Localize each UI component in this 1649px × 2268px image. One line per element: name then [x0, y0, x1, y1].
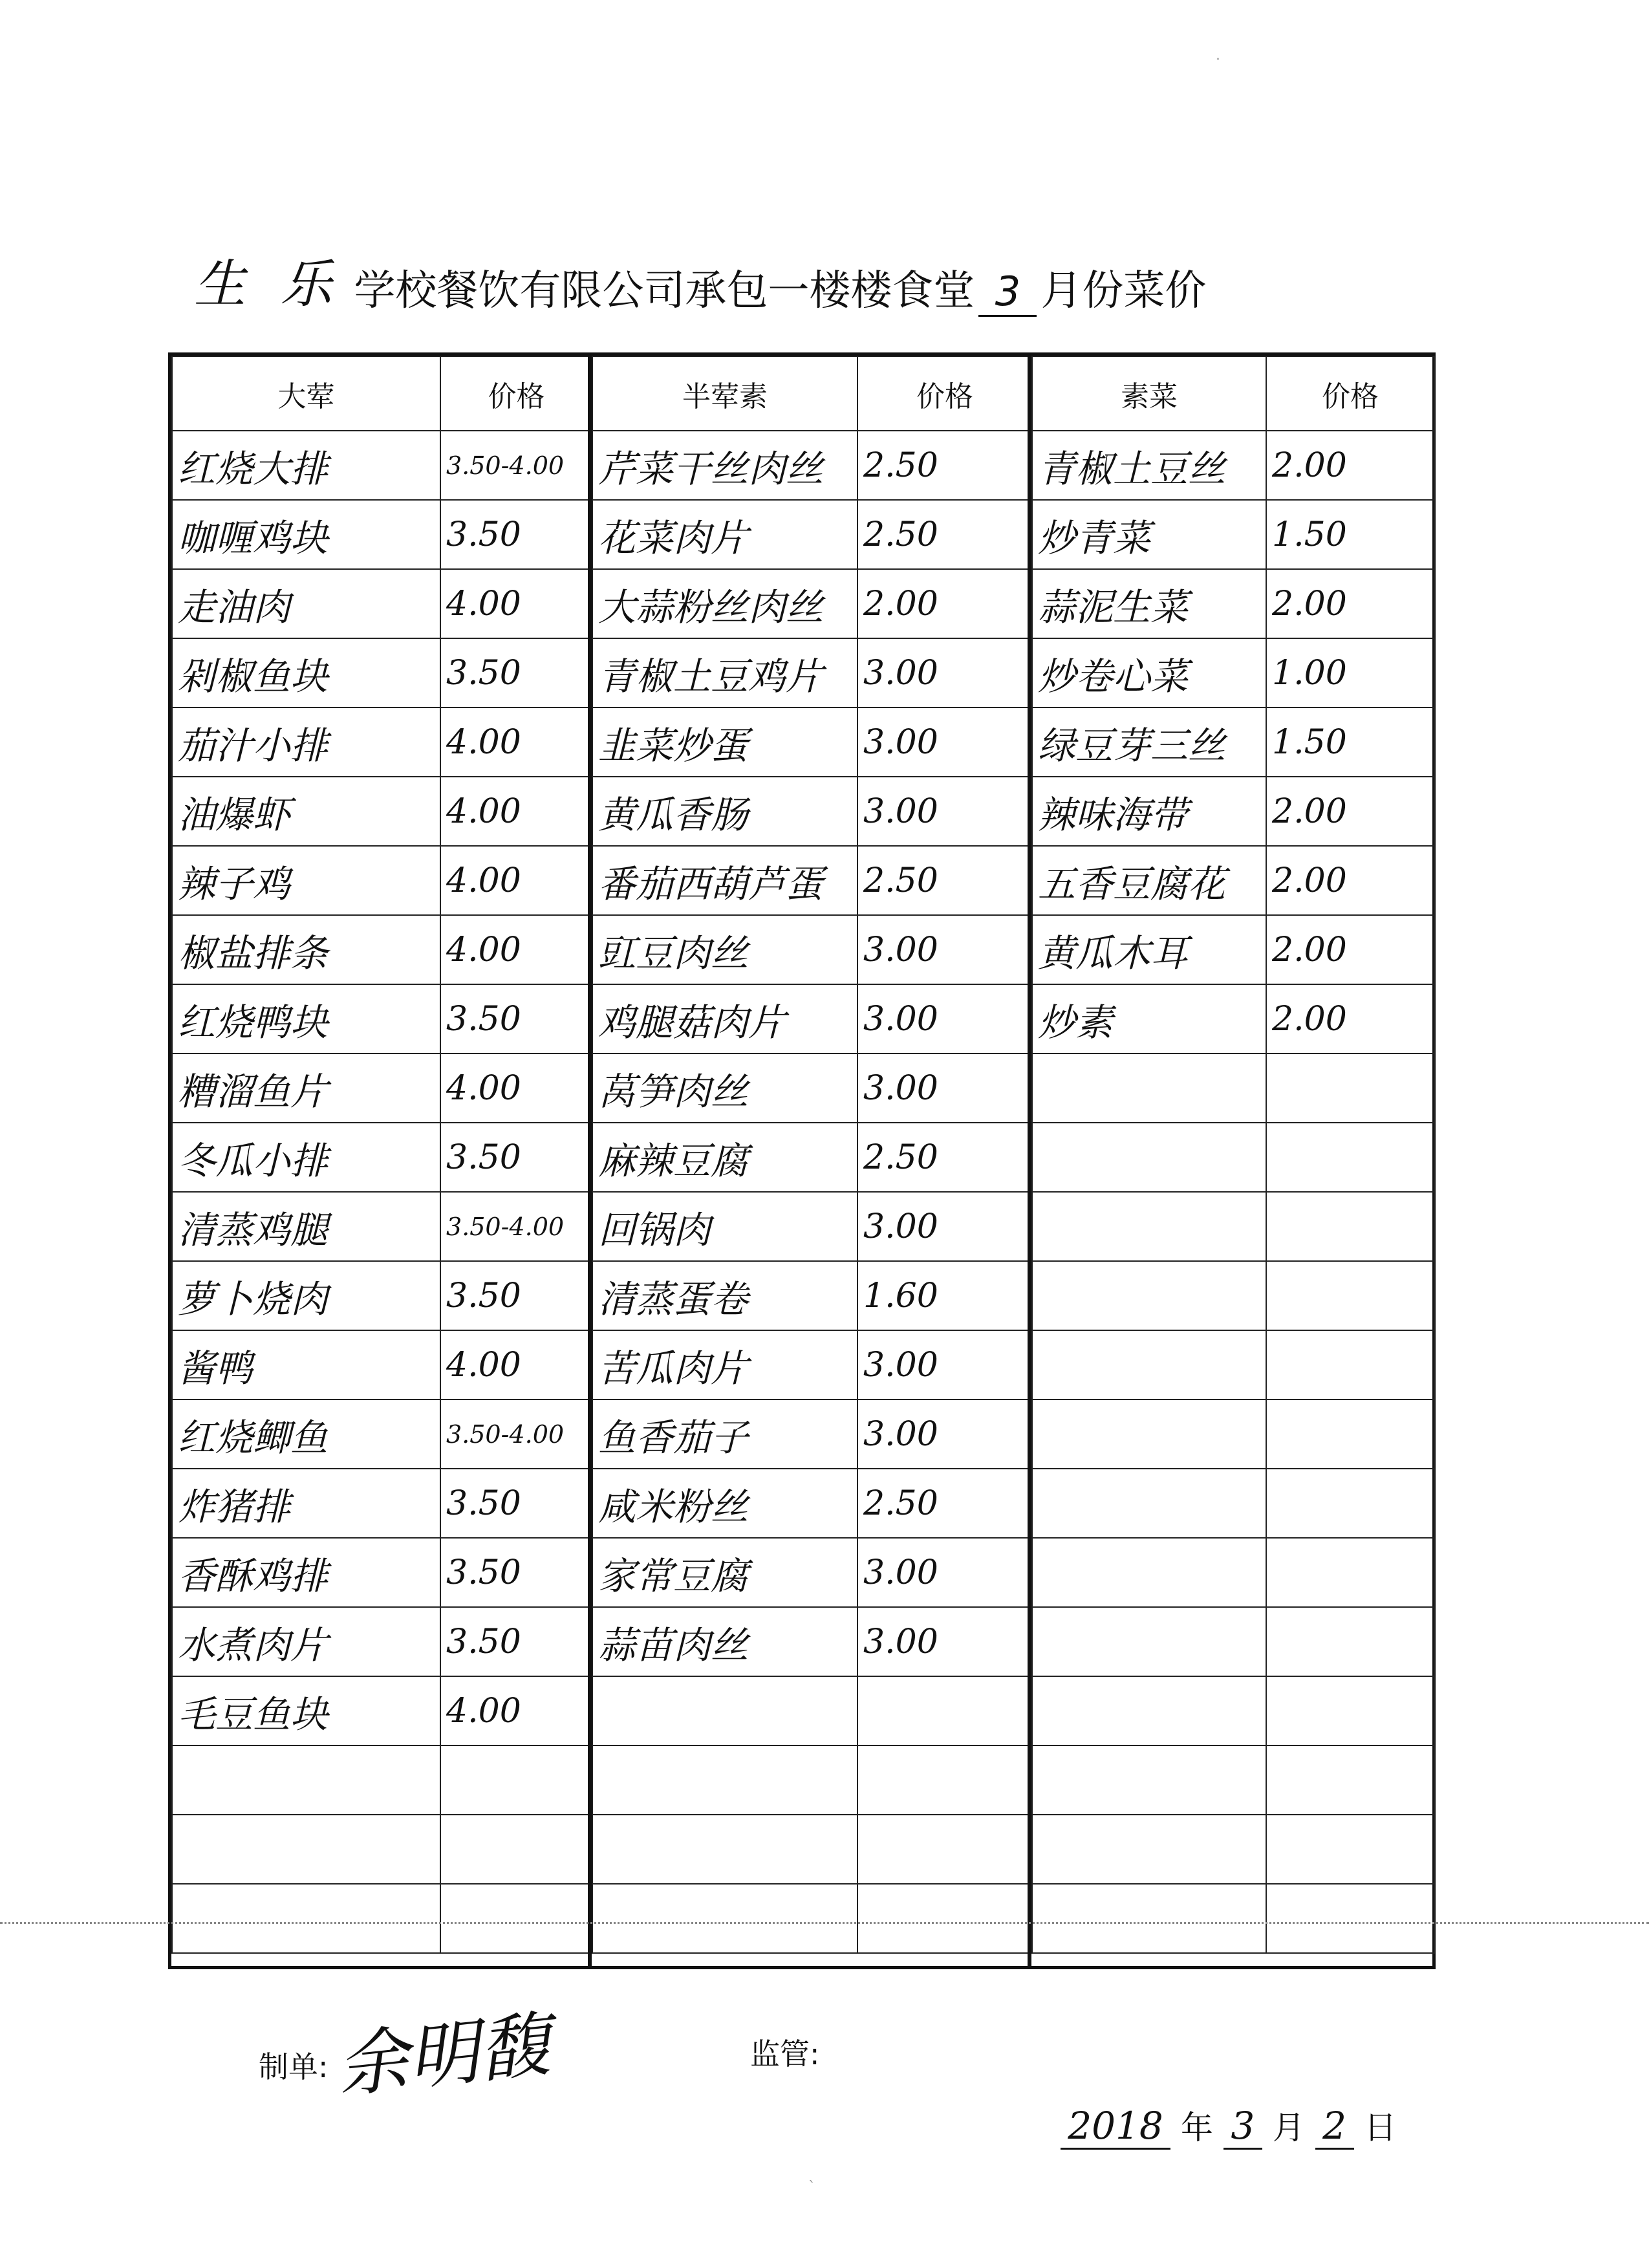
meat-dish-name: 走油肉	[172, 569, 440, 638]
half-header: 半荤素	[592, 356, 857, 431]
veg-dish-price	[1266, 1469, 1434, 1538]
scan-speck: ·	[1216, 52, 1220, 68]
veg-table	[1031, 356, 1435, 1954]
meat-row	[172, 846, 592, 915]
meat-dish-name: 炸猪排	[172, 1469, 440, 1538]
meat-row	[172, 1607, 592, 1676]
meat-dish-name	[172, 1884, 440, 1953]
veg-dish-price	[1266, 1745, 1434, 1815]
veg-dish-price: 2.00	[1266, 777, 1434, 846]
meat-dish-price: 4.00	[440, 777, 592, 846]
veg-dish-price: 2.00	[1266, 431, 1434, 500]
meat-row	[172, 1261, 592, 1330]
half-dish-name: 黄瓜香肠	[592, 777, 857, 846]
meat-dish-price: 3.50	[440, 1261, 592, 1330]
veg-dish-name	[1032, 1607, 1266, 1676]
half-dish-price	[857, 1815, 1032, 1884]
veg-row	[1032, 915, 1434, 984]
menu-price-table	[168, 352, 1436, 1969]
half-dish-name: 豇豆肉丝	[592, 915, 857, 984]
column-divider	[1028, 356, 1031, 1966]
half-row	[592, 1745, 1032, 1815]
half-dish-name: 大蒜粉丝肉丝	[592, 569, 857, 638]
veg-dish-name: 炒青菜	[1032, 500, 1266, 569]
half-dish-name: 麻辣豆腐	[592, 1123, 857, 1192]
veg-dish-price	[1266, 1261, 1434, 1330]
half-dish-price: 2.50	[857, 1469, 1032, 1538]
half-dish-name: 咸米粉丝	[592, 1469, 857, 1538]
veg-dish-price: 2.00	[1266, 569, 1434, 638]
half-dish-price: 2.00	[857, 569, 1032, 638]
veg-dish-name	[1032, 1884, 1266, 1953]
half-row	[592, 1815, 1032, 1884]
meat-dish-price	[440, 1745, 592, 1815]
meat-dish-price: 3.50-4.00	[440, 431, 592, 500]
veg-dish-price: 1.50	[1266, 707, 1434, 777]
veg-row	[1032, 1261, 1434, 1330]
veg-row	[1032, 431, 1434, 500]
veg-row	[1032, 777, 1434, 846]
veg-price-header: 价格	[1266, 356, 1434, 431]
half-dish-price: 3.00	[857, 1399, 1032, 1469]
page-title	[194, 239, 1293, 317]
veg-dish-name	[1032, 1676, 1266, 1745]
veg-row	[1032, 846, 1434, 915]
meat-dish-price: 4.00	[440, 846, 592, 915]
meat-dish-price: 3.50	[440, 1538, 592, 1607]
veg-dish-name	[1032, 1538, 1266, 1607]
half-row	[592, 1469, 1032, 1538]
veg-header: 素菜	[1032, 356, 1266, 431]
half-row	[592, 707, 1032, 777]
meat-row	[172, 707, 592, 777]
meat-dish-name: 椒盐排条	[172, 915, 440, 984]
veg-dish-price: 1.00	[1266, 638, 1434, 707]
half-dish-price: 3.00	[857, 1607, 1032, 1676]
veg-row	[1032, 984, 1434, 1053]
half-row	[592, 1330, 1032, 1399]
meat-row	[172, 1815, 592, 1884]
half-row	[592, 1399, 1032, 1469]
meat-dish-name: 糟溜鱼片	[172, 1053, 440, 1123]
half-dish-price: 3.00	[857, 1330, 1032, 1399]
veg-dish-name	[1032, 1815, 1266, 1884]
meat-dish-price: 3.50	[440, 638, 592, 707]
meat-row	[172, 431, 592, 500]
veg-dish-price: 2.00	[1266, 846, 1434, 915]
veg-dish-price	[1266, 1884, 1434, 1953]
half-dish-price: 3.00	[857, 707, 1032, 777]
half-price-header: 价格	[857, 356, 1032, 431]
veg-dish-name: 炒素	[1032, 984, 1266, 1053]
veg-dish-name	[1032, 1261, 1266, 1330]
half-row	[592, 1192, 1032, 1261]
meat-row	[172, 1123, 592, 1192]
meat-row	[172, 915, 592, 984]
veg-dish-name: 绿豆芽三丝	[1032, 707, 1266, 777]
meat-row	[172, 1538, 592, 1607]
half-table	[592, 356, 1033, 1954]
meat-dish-name: 毛豆鱼块	[172, 1676, 440, 1745]
half-row	[592, 777, 1032, 846]
half-dish-name: 番茄西葫芦蛋	[592, 846, 857, 915]
meat-dish-price: 3.50	[440, 1123, 592, 1192]
veg-row	[1032, 1745, 1434, 1815]
veg-dish-name	[1032, 1399, 1266, 1469]
half-dish-name: 花菜肉片	[592, 500, 857, 569]
meat-dish-price: 3.50	[440, 1607, 592, 1676]
veg-dish-price	[1266, 1815, 1434, 1884]
meat-dish-price: 4.00	[440, 1676, 592, 1745]
veg-row	[1032, 1192, 1434, 1261]
date-year-label: 年	[1180, 2109, 1213, 2146]
meat-dish-price: 3.50	[440, 1469, 592, 1538]
veg-dish-name	[1032, 1330, 1266, 1399]
veg-dish-price	[1266, 1123, 1434, 1192]
veg-dish-name	[1032, 1469, 1266, 1538]
meat-dish-name: 咖喱鸡块	[172, 500, 440, 569]
date-month: 3	[1223, 2104, 1262, 2150]
veg-dish-price: 1.50	[1266, 500, 1434, 569]
meat-dish-name: 红烧鸭块	[172, 984, 440, 1053]
meat-dish-name: 冬瓜小排	[172, 1123, 440, 1192]
half-dish-name	[592, 1884, 857, 1953]
veg-row	[1032, 1815, 1434, 1884]
veg-dish-name: 青椒土豆丝	[1032, 431, 1266, 500]
half-row	[592, 638, 1032, 707]
meat-dish-name	[172, 1745, 440, 1815]
meat-row	[172, 569, 592, 638]
half-dish-price	[857, 1676, 1032, 1745]
meat-table	[171, 356, 593, 1954]
meat-row	[172, 1884, 592, 1953]
veg-dish-name	[1032, 1123, 1266, 1192]
meat-header: 大荤	[172, 356, 440, 431]
half-dish-price	[857, 1745, 1032, 1815]
meat-dish-name: 酱鸭	[172, 1330, 440, 1399]
veg-dish-name	[1032, 1053, 1266, 1123]
veg-row	[1032, 1053, 1434, 1123]
veg-row	[1032, 1399, 1434, 1469]
meat-dish-price: 4.00	[440, 707, 592, 777]
half-dish-name: 清蒸蛋卷	[592, 1261, 857, 1330]
half-dish-name: 韭菜炒蛋	[592, 707, 857, 777]
half-dish-price: 2.50	[857, 431, 1032, 500]
half-dish-name: 鸡腿菇肉片	[592, 984, 857, 1053]
meat-row	[172, 1745, 592, 1815]
meat-dish-name: 香酥鸡排	[172, 1538, 440, 1607]
half-dish-price: 1.60	[857, 1261, 1032, 1330]
meat-price-header: 价格	[440, 356, 592, 431]
veg-dish-name: 黄瓜木耳	[1032, 915, 1266, 984]
veg-dish-price	[1266, 1192, 1434, 1261]
meat-row	[172, 638, 592, 707]
half-row	[592, 569, 1032, 638]
half-row	[592, 500, 1032, 569]
veg-row	[1032, 1330, 1434, 1399]
veg-row	[1032, 638, 1434, 707]
meat-row	[172, 1053, 592, 1123]
meat-row	[172, 500, 592, 569]
title-suffix: 月份菜价	[1040, 267, 1207, 315]
meat-dish-name: 红烧鲫鱼	[172, 1399, 440, 1469]
veg-dish-name: 辣味海带	[1032, 777, 1266, 846]
half-dish-price: 2.50	[857, 846, 1032, 915]
half-dish-price: 3.00	[857, 1192, 1032, 1261]
half-dish-price	[857, 1884, 1032, 1953]
meat-dish-name: 剁椒鱼块	[172, 638, 440, 707]
meat-dish-name: 红烧大排	[172, 431, 440, 500]
half-row	[592, 1123, 1032, 1192]
meat-dish-name: 水煮肉片	[172, 1607, 440, 1676]
meat-dish-name: 清蒸鸡腿	[172, 1192, 440, 1261]
half-dish-name	[592, 1676, 857, 1745]
meat-dish-name: 辣子鸡	[172, 846, 440, 915]
meat-dish-price: 3.50	[440, 500, 592, 569]
half-row	[592, 1607, 1032, 1676]
meat-dish-name: 茄汁小排	[172, 707, 440, 777]
meat-row	[172, 1192, 592, 1261]
meat-dish-price	[440, 1884, 592, 1953]
meat-dish-price: 3.50	[440, 984, 592, 1053]
meat-dish-price: 3.50-4.00	[440, 1399, 592, 1469]
half-dish-name: 芹菜干丝肉丝	[592, 431, 857, 500]
meat-row	[172, 1330, 592, 1399]
scan-fold-line	[0, 1922, 1649, 1924]
handwritten-signature: 余明馥	[333, 2003, 554, 2108]
date-month-label: 月	[1272, 2109, 1305, 2146]
veg-row	[1032, 569, 1434, 638]
date-day-label: 日	[1364, 2109, 1397, 2146]
meat-row	[172, 1676, 592, 1745]
date-year: 2018	[1061, 2104, 1170, 2150]
veg-dish-price	[1266, 1538, 1434, 1607]
half-dish-price: 2.50	[857, 1123, 1032, 1192]
veg-dish-price	[1266, 1053, 1434, 1123]
half-dish-price: 3.00	[857, 915, 1032, 984]
veg-dish-price: 2.00	[1266, 984, 1434, 1053]
half-dish-price: 3.00	[857, 1538, 1032, 1607]
half-dish-price: 2.50	[857, 500, 1032, 569]
half-dish-price: 3.00	[857, 638, 1032, 707]
veg-row	[1032, 1469, 1434, 1538]
half-dish-name: 莴笋肉丝	[592, 1053, 857, 1123]
half-row	[592, 1884, 1032, 1953]
meat-dish-price: 4.00	[440, 915, 592, 984]
meat-row	[172, 777, 592, 846]
title-month: 3	[978, 268, 1037, 317]
veg-dish-price	[1266, 1399, 1434, 1469]
half-dish-name: 回锅肉	[592, 1192, 857, 1261]
meat-row	[172, 984, 592, 1053]
veg-dish-price	[1266, 1676, 1434, 1745]
date-day: 2	[1315, 2104, 1354, 2150]
half-row	[592, 1676, 1032, 1745]
veg-dish-price: 2.00	[1266, 915, 1434, 984]
veg-dish-name: 五香豆腐花	[1032, 846, 1266, 915]
half-dish-name	[592, 1745, 857, 1815]
veg-row	[1032, 500, 1434, 569]
veg-dish-name: 蒜泥生菜	[1032, 569, 1266, 638]
half-dish-name	[592, 1815, 857, 1884]
scan-speck: ˋ	[808, 2179, 815, 2196]
meat-dish-price: 3.50-4.00	[440, 1192, 592, 1261]
half-row	[592, 1053, 1032, 1123]
meat-row	[172, 1469, 592, 1538]
veg-dish-name	[1032, 1745, 1266, 1815]
veg-row	[1032, 1676, 1434, 1745]
veg-dish-price	[1266, 1330, 1434, 1399]
title-printed-text: 学校餐饮有限公司承包一楼楼食堂	[354, 267, 975, 315]
meat-row	[172, 1399, 592, 1469]
half-row	[592, 1261, 1032, 1330]
meat-dish-price: 4.00	[440, 1053, 592, 1123]
half-row	[592, 915, 1032, 984]
veg-row	[1032, 1538, 1434, 1607]
prepared-by-label: 制单:	[259, 2049, 329, 2084]
veg-row	[1032, 1884, 1434, 1953]
date-line	[1061, 2102, 1397, 2150]
meat-dish-price	[440, 1815, 592, 1884]
veg-dish-price	[1266, 1607, 1434, 1676]
meat-dish-price: 4.00	[440, 1330, 592, 1399]
meat-dish-name: 萝卜烧肉	[172, 1261, 440, 1330]
half-dish-price: 3.00	[857, 777, 1032, 846]
half-dish-price: 3.00	[857, 984, 1032, 1053]
meat-dish-name: 油爆虾	[172, 777, 440, 846]
half-row	[592, 431, 1032, 500]
veg-dish-name: 炒卷心菜	[1032, 638, 1266, 707]
veg-row	[1032, 707, 1434, 777]
half-dish-name: 蒜苗肉丝	[592, 1607, 857, 1676]
meat-dish-name	[172, 1815, 440, 1884]
veg-row	[1032, 1607, 1434, 1676]
half-dish-name: 青椒土豆鸡片	[592, 638, 857, 707]
column-divider	[588, 356, 592, 1966]
half-dish-name: 鱼香茄子	[592, 1399, 857, 1469]
half-dish-name: 家常豆腐	[592, 1538, 857, 1607]
meat-dish-price: 4.00	[440, 569, 592, 638]
veg-row	[1032, 1123, 1434, 1192]
half-row	[592, 984, 1032, 1053]
half-row	[592, 1538, 1032, 1607]
half-dish-name: 苦瓜肉片	[592, 1330, 857, 1399]
supervisor-label: 监管:	[750, 2036, 820, 2071]
title-handwritten-prefix: 生 乐	[194, 254, 341, 314]
veg-dish-name	[1032, 1192, 1266, 1261]
half-row	[592, 846, 1032, 915]
half-dish-price: 3.00	[857, 1053, 1032, 1123]
